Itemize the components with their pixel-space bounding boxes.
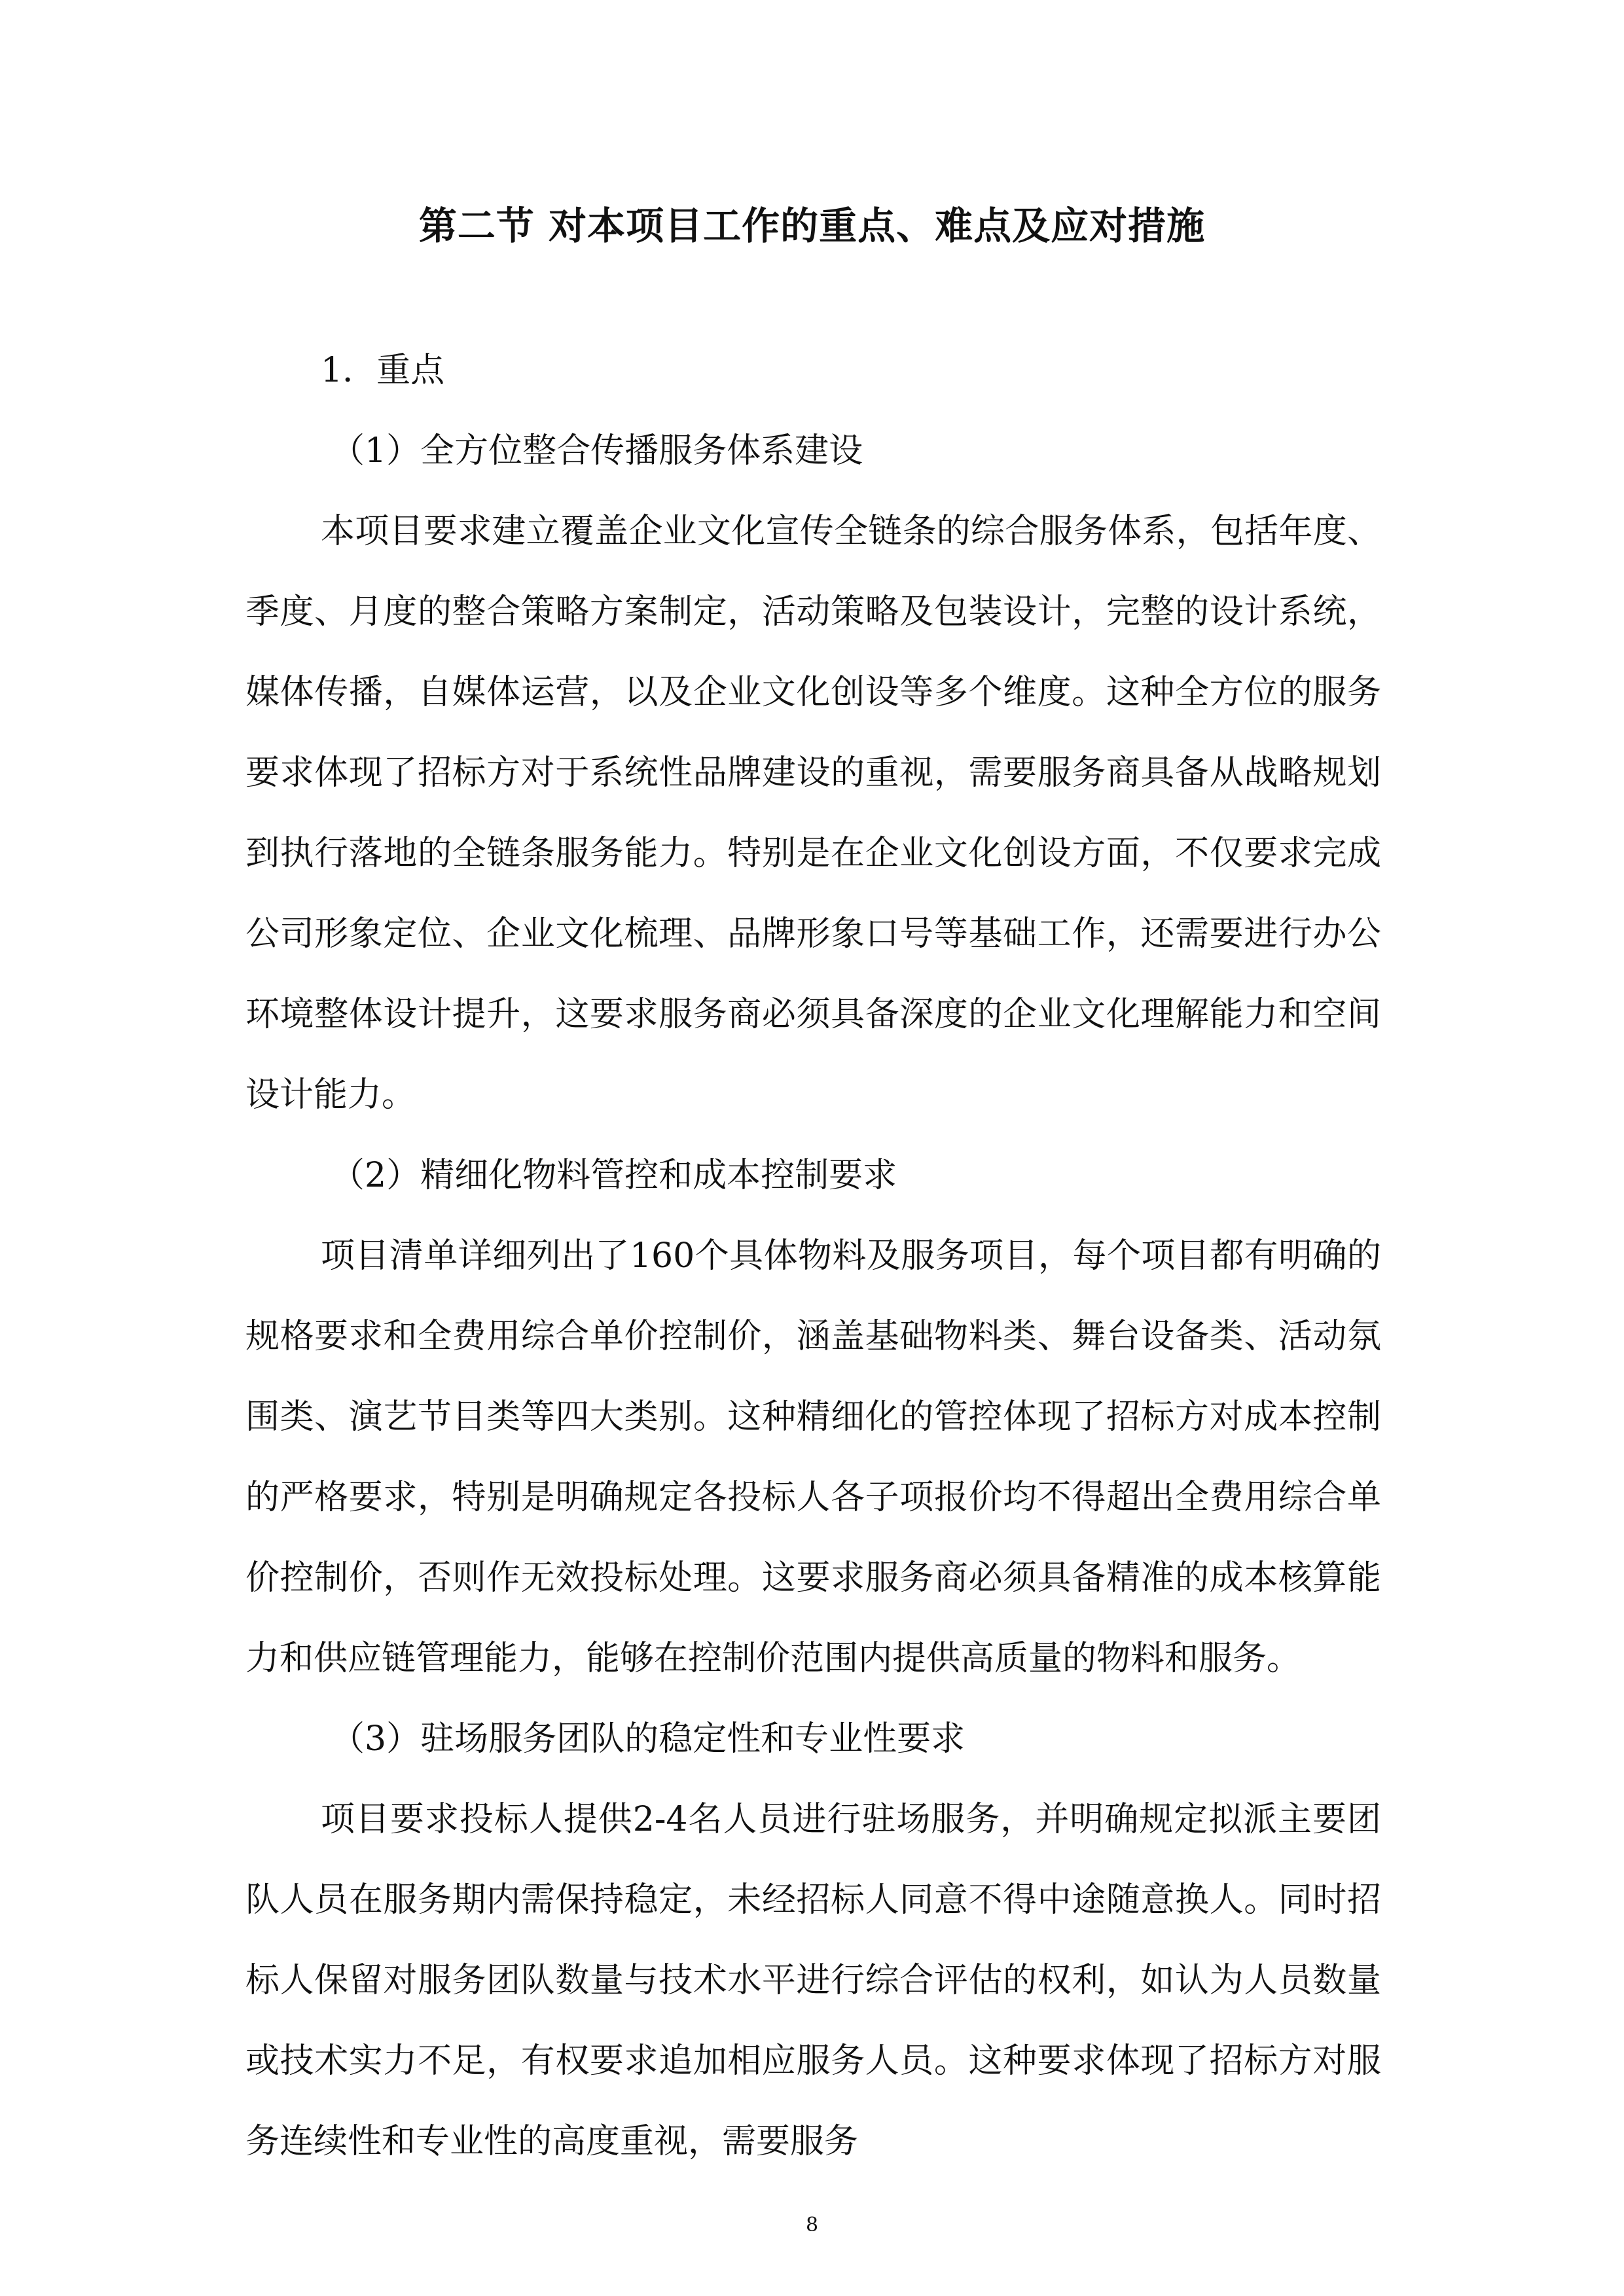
section-title: 第二节 对本项目工作的重点、难点及应对措施 [418, 204, 1206, 248]
heading-key-points: 1．重点 [321, 351, 445, 390]
subheading-2: （2）精细化物料管控和成本控制要求 [331, 1156, 897, 1195]
subheading-1: （1）全方位整合传播服务体系建设 [331, 431, 863, 471]
subheading-3: （3）驻场服务团队的稳定性和专业性要求 [331, 1719, 965, 1759]
paragraph-2: 项目清单详细列出了160个具体物料及服务项目，每个项目都有明确的规格要求和全费用综合单价控制价，涵盖基础物料类、舞台设备类、活动氛围类、演艺节目类等四大类别。这种精细化的管控体现了招标方对成本控制的严格要求，特别是明确规定各投标人各子项报价均不得超出全费用综合单价控制价，否则作无效投标处理。这要求服务商必须具备精准的成本核算能力和供应链管理能力，能够在控制价范围内提供高质量的物料和服务。 [245, 1236, 1381, 1678]
paragraph-3: 项目要求投标人提供2-4名人员进行驻场服务，并明确规定拟派主要团队人员在服务期内需保持稳定，未经招标人同意不得中途随意换人。同时招标人保留对服务团队数量与技术水平进行综合评估的权利，如认为人员数量或技术实力不足，有权要求追加相应服务人员。这种要求体现了招标方对服务连续性和专业性的高度重视，需要服务 [245, 1800, 1381, 2161]
paragraph-1: 本项目要求建立覆盖企业文化宣传全链条的综合服务体系，包括年度、季度、月度的整合策略方案制定，活动策略及包装设计，完整的设计系统，媒体传播，自媒体运营，以及企业文化创设等多个维度。这种全方位的服务要求体现了招标方对于系统性品牌建设的重视，需要服务商具备从战略规划到执行落地的全链条服务能力。特别是在企业文化创设方面，不仅要求完成公司形象定位、企业文化梳理、品牌形象口号等基础工作，还需要进行办公环境整体设计提升，这要求服务商必须具备深度的企业文化理解能力和空间设计能力。 [245, 512, 1381, 1115]
document-body [245, 331, 1381, 2182]
page-number: 8 [805, 2214, 819, 2236]
